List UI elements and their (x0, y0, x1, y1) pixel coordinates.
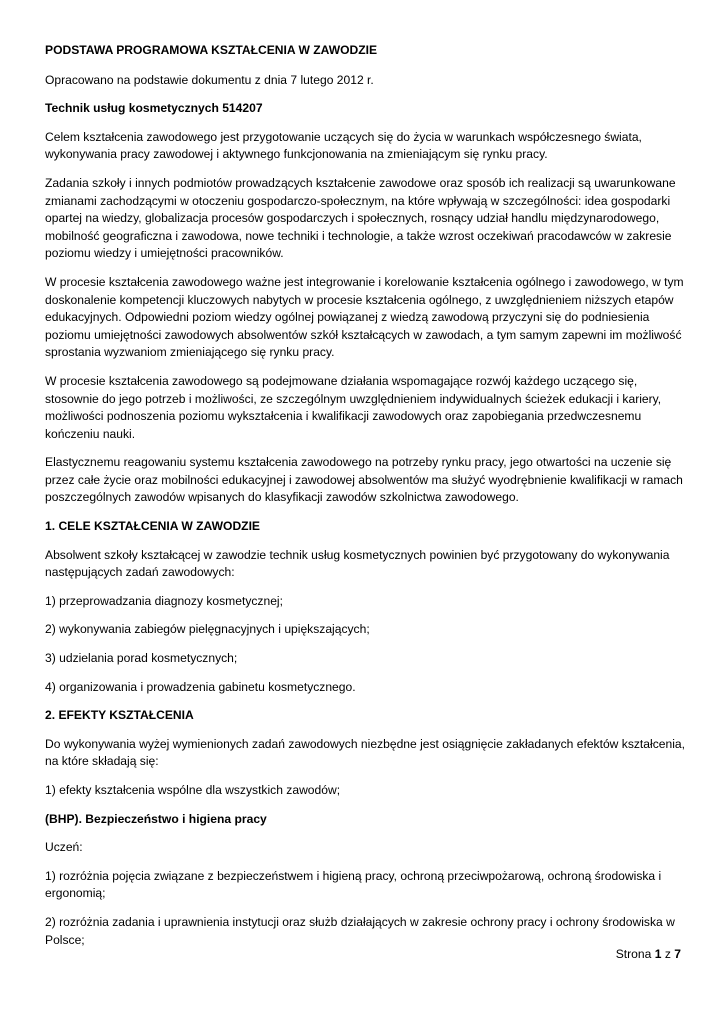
task-item: 1) przeprowadzania diagnozy kosmetycznej; (45, 593, 283, 608)
section-heading-goals: 1. CELE KSZTAŁCENIA W ZAWODZIE (45, 519, 260, 534)
outcome-item: 2) rozróżnia zadania i uprawnienia instytucji oraz służb działających w zakresie ochrony pracy i ochrony środowiska w Polsce; (45, 914, 675, 947)
task-item: 4) organizowania i prowadzenia gabinetu kosmetycznego. (45, 679, 356, 694)
intro-paragraph: W procesie kształcenia zawodowego ważne jest integrowanie i korelowanie kształcenia ogólnego i zawodowego, w tym doskonalenie kompetencji kluczowych nabytych w procesie kształcenia ogólnego, z uwzględnieniem niższych etapów edukacyjnych. Odpowiedni poziom wiedzy ogólnej powiązanej z wiedzą zawodową przyczyni się do podniesienia poziomu umiejętności zawodowych absolwentów szkół kształcących w zawodach, a tym samym zapewni im możliwość sprostania wyzwaniom zmieniającego się rynku pracy. (45, 274, 684, 360)
source-note: Opracowano na podstawie dokumentu z dnia 7 lutego 2012 r. (45, 72, 374, 87)
profession-heading: Technik usług kosmetycznych 514207 (45, 101, 263, 116)
task-item: 2) wykonywania zabiegów pielęgnacyjnych i upiększających; (45, 622, 370, 637)
student-label: Uczeń: (45, 840, 83, 855)
task-item: 3) udzielania porad kosmetycznych; (45, 651, 238, 666)
document-page (45, 38, 685, 949)
page-label: Strona (615, 947, 652, 961)
bhp-subheading: (BHP). Bezpieczeństwo i higiena pracy (45, 811, 267, 826)
intro-paragraph: Elastycznemu reagowaniu systemu kształcenia zawodowego na potrzeby rynku pracy, jego otwartości na uczenie się przez całe życie oraz mobilności edukacyjnej i zawodowej absolwentów ma służyć wyodrębnienie kwalifikacji w ramach poszczególnych zawodów wpisanych do klasyfikacji zawodów szkolnictwa zawodowego. (45, 455, 683, 505)
document-title: PODSTAWA PROGRAMOWA KSZTAŁCENIA W ZAWODZIE (45, 43, 378, 57)
page-footer (616, 947, 681, 961)
intro-paragraph: W procesie kształcenia zawodowego są podejmowane działania wspomagające rozwój każdego uczącego się, stosownie do jego potrzeb i możliwości, ze szczególnym uwzględnieniem indywidualnych ścieżek edukacji i kariery, możliwości podnoszenia poziomu wykształcenia i kwalifikacji zawodowych oraz zapobiegania przedwczesnemu kończeniu nauki. (45, 373, 662, 441)
page-number: 1 (654, 947, 662, 961)
outcome-item: 1) rozróżnia pojęcia związane z bezpieczeństwem i higieną pracy, ochroną przeciwpożarową, ochroną środowiska i ergonomią; (45, 868, 662, 901)
page-total: 7 (674, 947, 681, 961)
intro-paragraph: Celem kształcenia zawodowego jest przygotowanie uczących się do życia w warunkach współczesnego świata, wykonywania pracy zawodowej i aktywnego funkcjonowania na zmieniającym się rynku pracy. (45, 129, 642, 162)
page-separator: z (664, 947, 671, 961)
outcome-group-item: 1) efekty kształcenia wspólne dla wszystkich zawodów; (45, 783, 341, 797)
section-lead: Absolwent szkoły kształcącej w zawodzie technik usług kosmetycznych powinien być przygotowany do wykonywania następujących zadań zawodowych: (45, 547, 670, 580)
section-lead: Do wykonywania wyżej wymienionych zadań zawodowych niezbędne jest osiągnięcie zakładanych efektów kształcenia, na które składają się: (45, 736, 685, 769)
intro-paragraph: Zadania szkoły i innych podmiotów prowadzących kształcenie zawodowe oraz sposób ich realizacji są uwarunkowane zmianami zachodzącymi w otoczeniu gospodarczo-społecznym, na które wpływają w szczególności: idea gospodarki opartej na wiedzy, globalizacja procesów gospodarczych i społecznych, rosnący udział handlu międzynarodowego, mobilność geograficzna i zawodowa, nowe techniki i technologie, a także wzrost oczekiwań pracodawców w zakresie poziomu wiedzy i umiejętności pracowników. (45, 175, 676, 261)
section-heading-outcomes: 2. EFEKTY KSZTAŁCENIA (45, 708, 194, 723)
